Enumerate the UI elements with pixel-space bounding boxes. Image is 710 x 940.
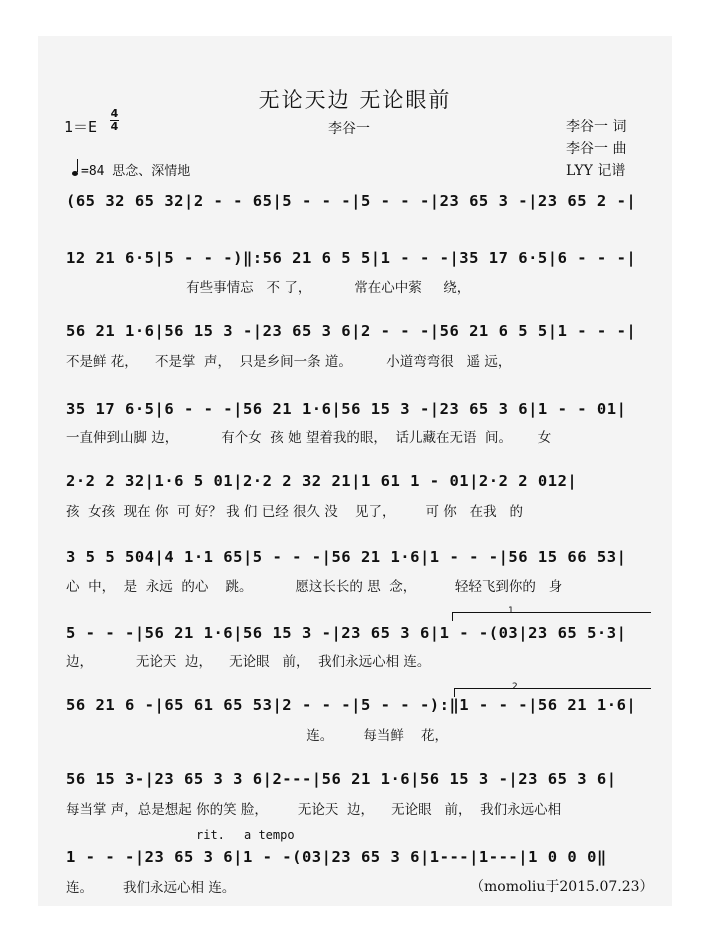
lyrics-line-3: 不是鲜 花， 不是掌 声， 只是乡间一条 道。 小道弯弯很 遥 远，: [66, 354, 512, 370]
ritardando-marking: rit.: [196, 828, 225, 842]
lyrics-line-4: 一直伸到山脚 边， 有个女 孩 她 望着我的眼， 话儿藏在无语 间。 女: [66, 430, 552, 446]
transcriber-credit: LYY 记谱: [566, 163, 626, 179]
notation-line-2: 12 21 6·5|5 - - -)‖:56 21 6 5 5|1 - - -|35 17 6·5|6 - - -|: [66, 249, 637, 267]
volta-number-2: 2: [512, 682, 518, 692]
notation-line-8: 56 21 6 -|65 61 65 53|2 - - -|5 - - -):‖1 - - -|56 21 1·6|: [66, 696, 637, 714]
lyrics-line-5: 孩 女孩 现在 你 可 好？ 我 们 已经 很久 没 见了， 可 你 在我 的: [66, 504, 524, 520]
lyrics-line-10: 连。 我们永远心相 连。: [66, 880, 236, 896]
lyricist-credit: 李谷一 词: [566, 119, 627, 135]
a-tempo-marking: a tempo: [244, 828, 295, 842]
notation-line-10: 1 - - -|23 65 3 6|1 - -(03|23 65 3 6|1---|1---|1 0 0 0‖: [66, 848, 607, 866]
composer-credit: 李谷一 曲: [566, 141, 627, 157]
quarter-note-icon: [72, 171, 78, 176]
time-signature-top: 4: [110, 107, 119, 120]
transcription-signoff: （momoliu于2015.07.23）: [470, 879, 654, 895]
key-signature: 1＝E: [64, 118, 98, 136]
notation-line-1: (65 32 65 32|2 - - 65|5 - - -|5 - - -|23 65 3 -|23 65 2 -|: [66, 192, 637, 210]
notation-line-9: 56 15 3-|23 65 3 3 6|2---|56 21 1·6|56 15 3 -|23 65 3 6|: [66, 770, 617, 788]
notation-line-5: 2·2 2 32|1·6 5 01|2·2 2 32 21|1 61 1 - 01|2·2 2 012|: [66, 472, 578, 490]
lyrics-line-6: 心 中， 是 永远 的心 跳。 愿这长长的 思 念， 轻轻飞到你的 身: [66, 579, 563, 595]
volta-bracket-1: [452, 612, 651, 621]
volta-number-1: 1: [508, 606, 514, 616]
lyrics-line-8: 连。 每当鲜 花，: [66, 728, 449, 744]
lyrics-line-2: 有些事情忘 不 了， 常在心中萦 绕，: [66, 280, 471, 296]
tempo-text: =84 思念、深情地: [81, 164, 191, 179]
time-signature: [110, 108, 119, 132]
lyrics-line-7: 边， 无论天 边， 无论眼 前， 我们永远心相 连。: [66, 654, 431, 670]
notation-line-7: 5 - - -|56 21 1·6|56 15 3 -|23 65 3 6|1 - -(03|23 65 5·3|: [66, 624, 627, 642]
notation-line-3: 56 21 1·6|56 15 3 -|23 65 3 6|2 - - -|56 21 6 5 5|1 - - -|: [66, 322, 637, 340]
singer-name: 李谷一: [328, 121, 370, 137]
notation-line-6: 3 5 5 504|4 1·1 65|5 - - -|56 21 1·6|1 - - -|56 15 66 53|: [66, 548, 627, 566]
notation-line-4: 35 17 6·5|6 - - -|56 21 1·6|56 15 3 -|23 65 3 6|1 - - 01|: [66, 400, 627, 418]
tempo-marking: [72, 160, 190, 179]
time-signature-bottom: 4: [110, 120, 119, 133]
song-title: 无论天边 无论眼前: [258, 88, 452, 112]
lyrics-line-9: 每当掌 声，总是想起 你的笑 脸， 无论天 边， 无论眼 前， 我们永远心相: [66, 802, 562, 818]
